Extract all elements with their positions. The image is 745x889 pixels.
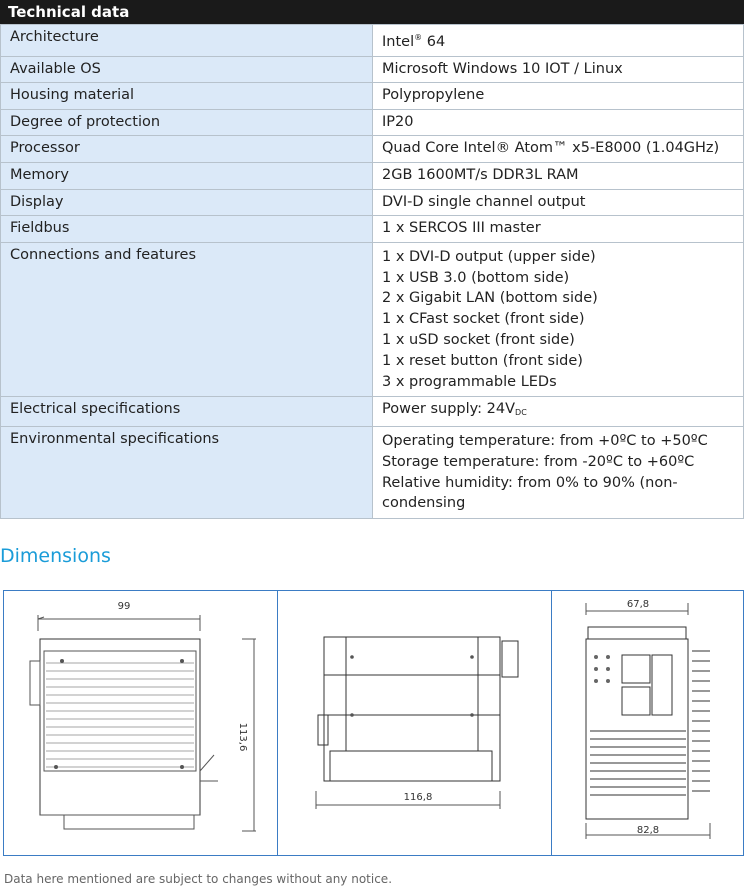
top-view-panel <box>277 590 553 856</box>
row-value: DVI-D single channel output <box>373 190 744 216</box>
table-row <box>0 135 744 162</box>
side-width-label: 99 <box>117 601 131 612</box>
top-width-label: 116,8 <box>403 792 433 803</box>
front-bottom-label: 82,8 <box>636 825 660 836</box>
table-row <box>0 109 744 136</box>
side-view-panel <box>3 590 279 856</box>
front-top-label: 67,8 <box>626 599 650 610</box>
row-label: Connections and features <box>0 243 373 397</box>
row-value: Polypropylene <box>373 83 744 109</box>
row-label: Memory <box>0 163 373 189</box>
footer-note: Data here mentioned are subject to changes without any notice. <box>4 872 393 886</box>
row-value: Power supply: $24V_{DC}$ <box>373 397 744 426</box>
table-row <box>0 396 744 426</box>
table-row <box>0 242 744 397</box>
table-row <box>0 82 744 109</box>
table-row <box>0 56 744 83</box>
row-label: Available OS <box>0 57 373 83</box>
row-label: Environmental specifications <box>0 427 373 518</box>
side-view-drawing <box>4 591 278 855</box>
row-value: Microsoft Windows 10 IOT / Linux <box>373 57 744 83</box>
row-value: Intel® 64 <box>373 25 744 56</box>
table-row <box>0 189 744 216</box>
row-value: Quad Core Intel® Atom™ x5-E8000 (1.04GHz) <box>373 136 744 162</box>
row-value: IP20 <box>373 110 744 136</box>
row-label: Housing material <box>0 83 373 109</box>
row-label: Display <box>0 190 373 216</box>
row-label: Electrical specifications <box>0 397 373 426</box>
front-view-panel <box>551 590 744 856</box>
front-view-drawing <box>552 591 743 855</box>
table-row <box>0 215 744 242</box>
row-label: Processor <box>0 136 373 162</box>
dimensions-title: Dimensions <box>0 545 111 567</box>
table-title: Technical data <box>0 0 744 24</box>
row-value: 1 x SERCOS III master <box>373 216 744 242</box>
table-row <box>0 162 744 189</box>
top-view-drawing <box>278 591 552 855</box>
table-row <box>0 24 744 56</box>
row-value: Operating temperature: from +0ºC to +50ºC Storage temperature: from -20ºC to +60ºC Relative humidity: from 0% to 90% (non- condensing <box>373 427 744 518</box>
row-label: Fieldbus <box>0 216 373 242</box>
row-label: Degree of protection <box>0 110 373 136</box>
table-row <box>0 426 744 519</box>
row-value: 2GB 1600MT/s DDR3L RAM <box>373 163 744 189</box>
row-label: Architecture <box>0 25 373 56</box>
row-value: 1 x DVI-D output (upper side) 1 x USB 3.0 (bottom side) 2 x Gigabit LAN (bottom side) 1 x CFast socket (front side) 1 x uSD socket (front side) 1 x reset button (front side) 3 x programmable LEDs <box>373 243 744 397</box>
side-height-label: 113,6 <box>237 722 248 752</box>
